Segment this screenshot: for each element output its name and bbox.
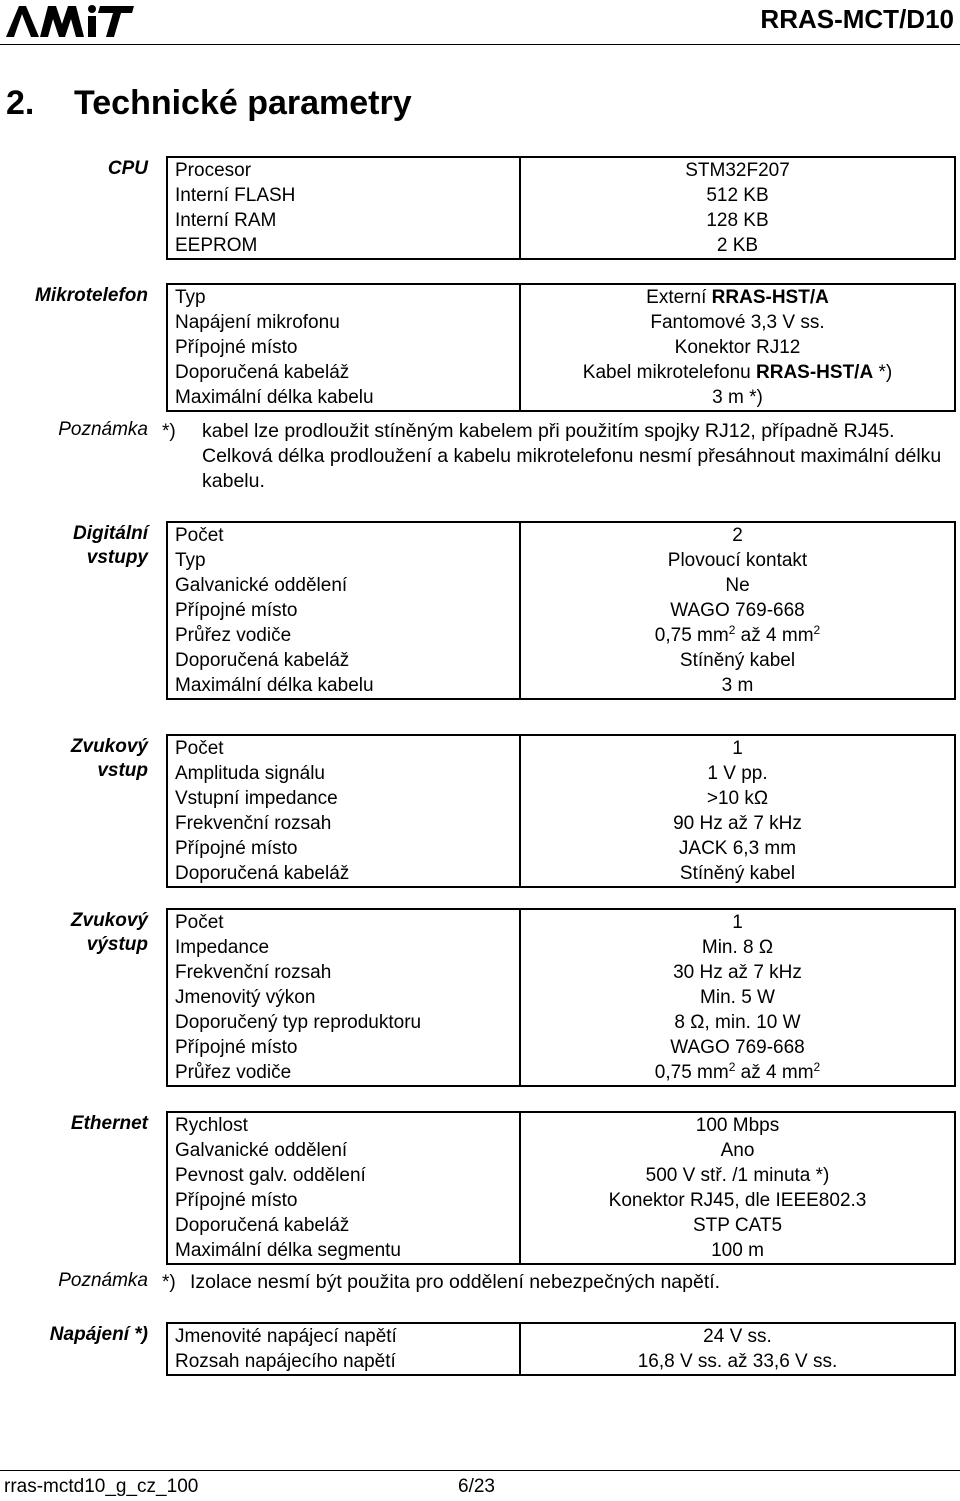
table-row — [168, 548, 954, 573]
row-key: Interní RAM — [175, 210, 277, 231]
table-row — [168, 233, 954, 258]
table-row — [168, 648, 954, 673]
row-value: Externí RRAS-HST/A — [519, 285, 954, 310]
table-row — [168, 960, 954, 985]
chapter-title: Technické parametry — [74, 84, 412, 122]
row-key: Přípojné místo — [175, 337, 298, 358]
row-key: Doporučená kabeláž — [175, 1215, 350, 1236]
table-row — [168, 910, 954, 935]
row-value: 100 Mbps — [519, 1113, 954, 1138]
table-row — [168, 1060, 954, 1085]
table-row — [168, 208, 954, 233]
row-key: Maximální délka segmentu — [175, 1240, 401, 1261]
section-label-line: Mikrotelefon — [35, 285, 148, 306]
row-value: Plovoucí kontakt — [519, 548, 954, 573]
row-key: Pevnost galv. oddělení — [175, 1165, 366, 1186]
row-value: Ano — [519, 1138, 954, 1163]
row-value: 3 m — [519, 673, 954, 698]
row-value: Konektor RJ45, dle IEEE802.3 — [519, 1188, 954, 1213]
table-row — [168, 1010, 954, 1035]
table-row — [168, 1349, 954, 1374]
section-label-line: výstup — [86, 934, 148, 955]
table-row — [168, 985, 954, 1010]
row-value: 0,75 $mm^2$ až 4 $mm^2$ — [519, 1060, 954, 1085]
row-key: Maximální délka kabelu — [175, 387, 374, 408]
section-label-line: CPU — [107, 158, 148, 179]
section-label — [50, 1323, 148, 1347]
row-value: STP CAT5 — [519, 1213, 954, 1238]
section-label-line: Zvukový — [70, 910, 148, 931]
table-row — [168, 1035, 954, 1060]
table-row — [168, 1213, 954, 1238]
note-marker: *) — [162, 421, 176, 442]
section-label — [71, 909, 148, 957]
section-label-line: Zvukový — [70, 736, 148, 757]
row-key: Přípojné místo — [175, 838, 298, 859]
spec-table — [166, 1111, 956, 1265]
table-row — [168, 1238, 954, 1263]
table-row — [168, 598, 954, 623]
row-key: Počet — [175, 738, 224, 759]
section-label-line: vstup — [97, 760, 148, 781]
table-row — [168, 935, 954, 960]
table-row — [168, 285, 954, 310]
row-key: Maximální délka kabelu — [175, 675, 374, 696]
header-rule — [0, 44, 960, 45]
row-value: 100 m — [519, 1238, 954, 1263]
row-value: 1 — [519, 910, 954, 935]
row-value: 0,75 $mm^2$ až 4 $mm^2$ — [519, 623, 954, 648]
row-key: Průřez vodiče — [175, 1062, 292, 1083]
document-code: RRAS-MCT/D10 — [760, 4, 954, 34]
footer-doc-id: rras-mctd10_g_cz_100 — [4, 1476, 199, 1497]
row-key: Jmenovitý výkon — [175, 987, 316, 1008]
row-value: 30 Hz až 7 kHz — [519, 960, 954, 985]
row-key: Interní FLASH — [175, 185, 296, 206]
row-key: Impedance — [175, 937, 270, 958]
spec-table — [166, 734, 956, 888]
row-value: Konektor RJ12 — [519, 335, 954, 360]
table-row — [168, 861, 954, 886]
row-value: Fantomové 3,3 V ss. — [519, 310, 954, 335]
table-row — [168, 1138, 954, 1163]
row-key: Přípojné místo — [175, 600, 298, 621]
row-key: Rychlost — [175, 1115, 248, 1136]
note-label: Poznámka — [58, 419, 148, 440]
row-value: Ne — [519, 573, 954, 598]
row-key: Frekvenční rozsah — [175, 962, 332, 983]
section-label-line: Ethernet — [70, 1113, 148, 1134]
row-key: Přípojné místo — [175, 1037, 298, 1058]
row-value: JACK 6,3 mm — [519, 836, 954, 861]
row-value: 90 Hz až 7 kHz — [519, 811, 954, 836]
row-value: 2 KB — [519, 233, 954, 258]
row-value: Kabel mikrotelefonu RRAS-HST/A *) — [519, 360, 954, 385]
table-row — [168, 335, 954, 360]
row-key: Napájení mikrofonu — [175, 312, 340, 333]
note-label: Poznámka — [58, 1270, 148, 1291]
spec-table — [166, 521, 956, 700]
table-row — [168, 310, 954, 335]
section-label — [73, 522, 148, 570]
row-key: Typ — [175, 287, 206, 308]
note-text: Izolace nesmí být použita pro oddělení nebezpečných napětí. — [190, 1271, 721, 1293]
table-row — [168, 1163, 954, 1188]
spec-table — [166, 283, 956, 412]
table-row — [168, 158, 954, 183]
table-row — [168, 360, 954, 385]
row-value: 1 V pp. — [519, 761, 954, 786]
note-block — [162, 419, 952, 494]
row-key: Amplituda signálu — [175, 763, 325, 784]
row-value: STM32F207 — [519, 158, 954, 183]
table-row — [168, 786, 954, 811]
row-key: Frekvenční rozsah — [175, 813, 332, 834]
row-value: Min. 8 Ω — [519, 935, 954, 960]
section-label-line: vstupy — [86, 547, 148, 568]
table-row — [168, 573, 954, 598]
row-value: 500 V stř. /1 minuta *) — [519, 1163, 954, 1188]
note-text: kabel lze prodloužit stíněným kabelem při použitím spojky RJ12, případně RJ45. Celková délka prodloužení a kabelu mikrotelefonu nesmí přesáhnout maximální délku kabelu. — [202, 420, 942, 492]
table-row — [168, 523, 954, 548]
table-row — [168, 1113, 954, 1138]
row-key: Rozsah napájecího napětí — [175, 1351, 396, 1372]
row-value: WAGO 769-668 — [519, 1035, 954, 1060]
row-key: Galvanické oddělení — [175, 575, 348, 596]
section-label — [108, 157, 148, 181]
row-value: Stíněný kabel — [519, 648, 954, 673]
row-value: >10 kΩ — [519, 786, 954, 811]
row-value: 512 KB — [519, 183, 954, 208]
table-row — [168, 1188, 954, 1213]
chapter-number: 2. — [6, 84, 35, 122]
footer-page-number: 6/23 — [458, 1476, 495, 1497]
spec-table — [166, 908, 956, 1087]
row-value: 2 — [519, 523, 954, 548]
section-label-line: Napájení *) — [49, 1324, 148, 1345]
note-block — [162, 1270, 940, 1295]
table-row — [168, 836, 954, 861]
row-key: Galvanické oddělení — [175, 1140, 348, 1161]
section-label — [71, 735, 148, 783]
row-key: Přípojné místo — [175, 1190, 298, 1211]
amit-logo — [4, 0, 136, 40]
row-key: Procesor — [175, 160, 252, 181]
row-value: Min. 5 W — [519, 985, 954, 1010]
row-key: Počet — [175, 912, 224, 933]
section-label-line: Digitální — [73, 523, 148, 544]
row-key: Počet — [175, 525, 224, 546]
spec-table — [166, 156, 956, 260]
row-key: Doporučená kabeláž — [175, 863, 350, 884]
spec-table — [166, 1322, 956, 1376]
row-key: Doporučená kabeláž — [175, 650, 350, 671]
table-row — [168, 183, 954, 208]
row-key: Průřez vodiče — [175, 625, 292, 646]
row-value: 16,8 V ss. až 33,6 V ss. — [519, 1349, 954, 1374]
table-row — [168, 673, 954, 698]
table-row — [168, 385, 954, 410]
note-marker: *) — [162, 1272, 176, 1293]
table-row — [168, 736, 954, 761]
row-value: Stíněný kabel — [519, 861, 954, 886]
row-value: 128 KB — [519, 208, 954, 233]
section-label — [35, 284, 148, 308]
chapter-heading — [6, 84, 412, 123]
table-row — [168, 623, 954, 648]
row-key: Doporučená kabeláž — [175, 362, 350, 383]
section-label — [71, 1112, 148, 1136]
row-key: EEPROM — [175, 235, 258, 256]
row-value: 1 — [519, 736, 954, 761]
row-key: Doporučený typ reproduktoru — [175, 1012, 422, 1033]
row-key: Jmenovité napájecí napětí — [175, 1326, 397, 1347]
table-row — [168, 761, 954, 786]
row-value: WAGO 769-668 — [519, 598, 954, 623]
table-row — [168, 811, 954, 836]
table-row — [168, 1324, 954, 1349]
row-value: 3 m *) — [519, 385, 954, 410]
row-key: Typ — [175, 550, 206, 571]
row-value: 8 Ω, min. 10 W — [519, 1010, 954, 1035]
row-value: 24 V ss. — [519, 1324, 954, 1349]
row-key: Vstupní impedance — [175, 788, 338, 809]
footer-rule — [0, 1470, 960, 1471]
